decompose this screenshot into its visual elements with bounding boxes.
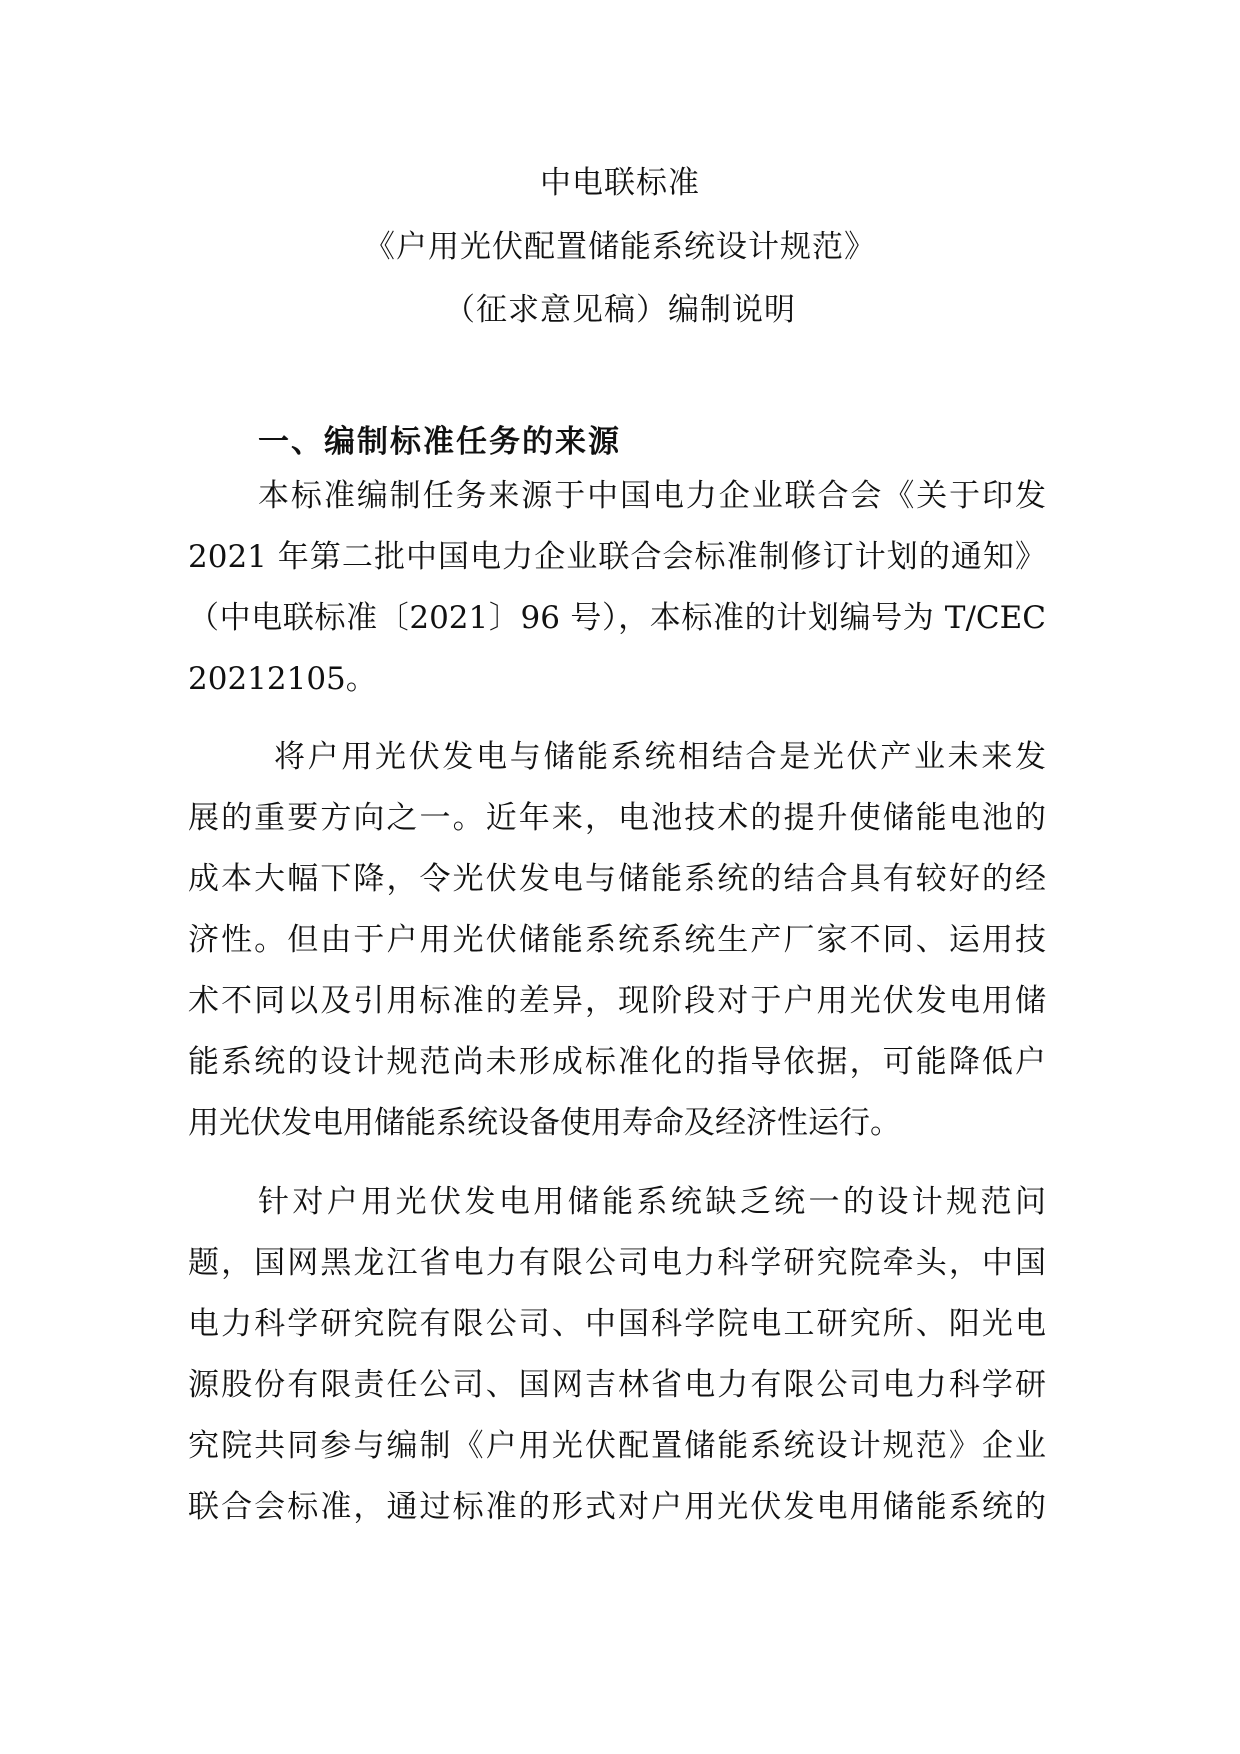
paragraph-line: 能系统的设计规范尚未形成标准化的指导依据，可能降低户 <box>188 1044 1046 1080</box>
paragraph-line: 成本大幅下降，令光伏发电与储能系统的结合具有较好的经 <box>188 861 1046 897</box>
paragraph-line: 将户用光伏发电与储能系统相结合是光伏产业未来发 <box>274 739 1046 775</box>
document-title-standard: 《户用光伏配置储能系统设计规范》 <box>364 229 876 265</box>
paragraph-line: 源股份有限责任公司、国网吉林省电力有限公司电力科学研 <box>188 1367 1046 1403</box>
document-title-subtitle: （征求意见稿）编制说明 <box>444 292 796 328</box>
paragraph-line: 2021 年第二批中国电力企业联合会标准制修订计划的通知》 <box>188 539 1046 575</box>
paragraph-line: 本标准编制任务来源于中国电力企业联合会《关于印发 <box>258 478 1046 514</box>
section-heading: 一、编制标准任务的来源 <box>258 424 621 460</box>
paragraph-line: 题，国网黑龙江省电力有限公司电力科学研究院牵头，中国 <box>188 1245 1046 1281</box>
paragraph-line: 展的重要方向之一。近年来，电池技术的提升使储能电池的 <box>188 800 1046 836</box>
paragraph-line: 针对户用光伏发电用储能系统缺乏统一的设计规范问 <box>258 1184 1046 1220</box>
paragraph-line: 究院共同参与编制《户用光伏配置储能系统设计规范》企业 <box>188 1428 1046 1464</box>
paragraph-line: 电力科学研究院有限公司、中国科学院电工研究所、阳光电 <box>188 1306 1046 1342</box>
paragraph-line: 20212105。 <box>188 661 377 697</box>
paragraph-line: 联合会标准，通过标准的形式对户用光伏发电用储能系统的 <box>188 1489 1046 1525</box>
paragraph-line: （中电联标准〔2021〕96 号），本标准的计划编号为 T/CEC <box>188 600 1046 636</box>
paragraph-line: 济性。但由于户用光伏储能系统系统生产厂家不同、运用技 <box>188 922 1046 958</box>
paragraph-line: 术不同以及引用标准的差异，现阶段对于户用光伏发电用储 <box>188 983 1046 1019</box>
document-title-org: 中电联标准 <box>540 165 700 201</box>
paragraph-line: 用光伏发电用储能系统设备使用寿命及经济性运行。 <box>188 1105 901 1141</box>
